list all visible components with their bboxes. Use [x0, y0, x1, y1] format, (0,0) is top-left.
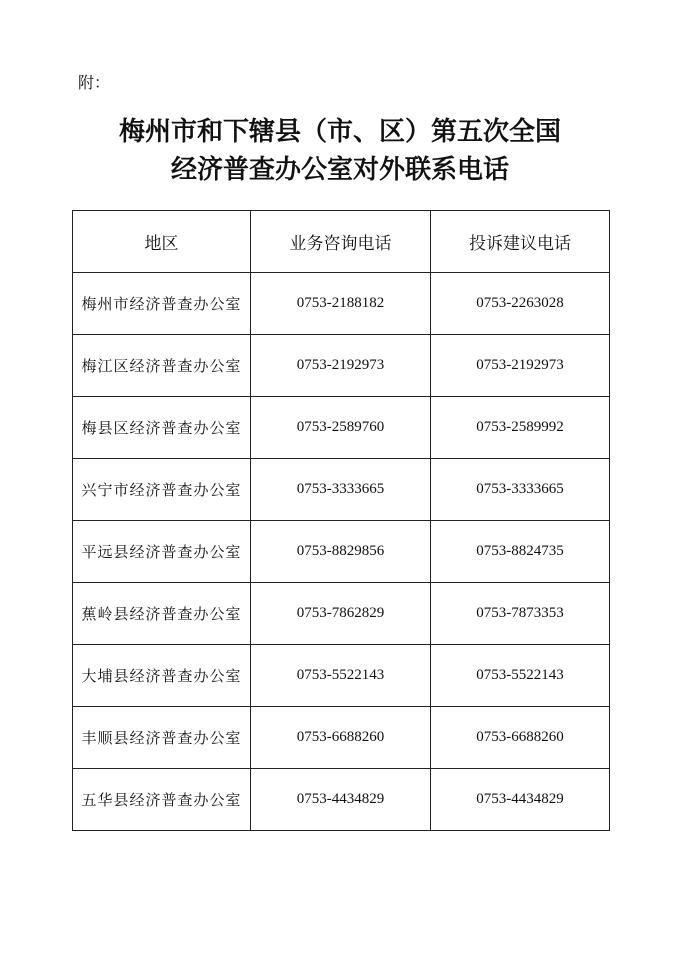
complaint-phone-cell: 0753-4434829	[431, 769, 610, 831]
table-header-row	[73, 211, 610, 273]
region-cell: 五华县经济普查办公室	[73, 769, 251, 831]
consult-phone-cell: 0753-4434829	[251, 769, 431, 831]
complaint-phone-cell: 0753-5522143	[431, 645, 610, 707]
region-cell: 梅州市经济普查办公室	[73, 273, 251, 335]
table-row	[73, 583, 610, 645]
region-cell: 兴宁市经济普查办公室	[73, 459, 251, 521]
table-row	[73, 459, 610, 521]
consult-phone-cell: 0753-2188182	[251, 273, 431, 335]
document-title-line-2: 经济普查办公室对外联系电话	[170, 155, 509, 185]
header-consult-phone: 业务咨询电话	[251, 211, 431, 273]
complaint-phone-cell: 0753-2589992	[431, 397, 610, 459]
header-complaint-phone: 投诉建议电话	[431, 211, 610, 273]
consult-phone-cell: 0753-3333665	[251, 459, 431, 521]
complaint-phone-cell: 0753-2263028	[431, 273, 610, 335]
region-cell: 平远县经济普查办公室	[73, 521, 251, 583]
table-row	[73, 521, 610, 583]
region-cell: 丰顺县经济普查办公室	[73, 707, 251, 769]
annex-label: 附：	[78, 73, 111, 92]
consult-phone-cell: 0753-5522143	[251, 645, 431, 707]
complaint-phone-cell: 0753-6688260	[431, 707, 610, 769]
consult-phone-cell: 0753-2192973	[251, 335, 431, 397]
complaint-phone-cell: 0753-3333665	[431, 459, 610, 521]
complaint-phone-cell: 0753-2192973	[431, 335, 610, 397]
complaint-phone-cell: 0753-8824735	[431, 521, 610, 583]
table-row	[73, 397, 610, 459]
region-cell: 蕉岭县经济普查办公室	[73, 583, 251, 645]
consult-phone-cell: 0753-2589760	[251, 397, 431, 459]
region-cell: 梅江区经济普查办公室	[73, 335, 251, 397]
complaint-phone-cell: 0753-7873353	[431, 583, 610, 645]
region-cell: 大埔县经济普查办公室	[73, 645, 251, 707]
consult-phone-cell: 0753-6688260	[251, 707, 431, 769]
consult-phone-cell: 0753-8829856	[251, 521, 431, 583]
table-row	[73, 335, 610, 397]
region-cell: 梅县区经济普查办公室	[73, 397, 251, 459]
table-row	[73, 273, 610, 335]
table-row	[73, 645, 610, 707]
table-row	[73, 707, 610, 769]
contact-table	[72, 210, 610, 831]
consult-phone-cell: 0753-7862829	[251, 583, 431, 645]
table-row	[73, 769, 610, 831]
document-title-line-1: 梅州市和下辖县（市、区）第五次全国	[118, 117, 561, 147]
header-region: 地区	[73, 211, 251, 273]
